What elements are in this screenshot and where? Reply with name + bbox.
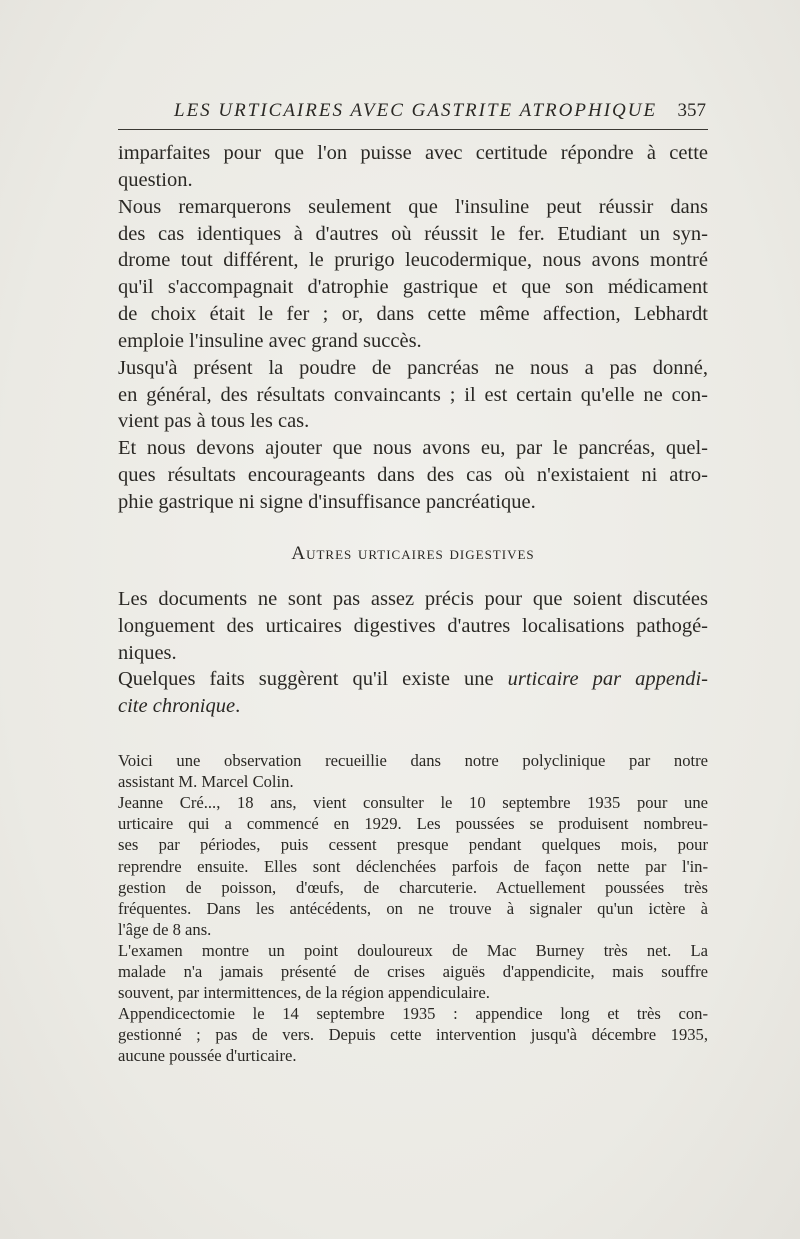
text-line: assistant M. Marcel Colin. xyxy=(118,772,294,792)
text-line xyxy=(118,666,708,693)
text-line: des cas identiques à d'autres où réussit le fer. Etudiant un syn- xyxy=(118,222,708,245)
text-run: Quelques faits suggèrent qu'il existe une xyxy=(118,668,508,691)
text-line: Voici une observation recueillie dans notre polyclinique par notre xyxy=(118,751,708,771)
text-line: drome tout différent, le prurigo leucodermique, nous avons montré xyxy=(118,249,708,272)
text-run: . xyxy=(235,695,241,718)
observation-block xyxy=(118,750,708,1066)
page-number: 357 xyxy=(677,100,706,121)
spacer xyxy=(118,720,708,750)
paragraph xyxy=(118,355,708,436)
text-line: niques. xyxy=(118,641,177,664)
running-title: LES URTICAIRES AVEC GASTRITE ATROPHIQUE xyxy=(174,100,658,121)
text-line: Les documents ne sont pas assez précis pour que soient discutées xyxy=(118,587,708,610)
text-line: aucune poussée d'urticaire. xyxy=(118,1046,297,1066)
text-line: phie gastrique ni signe d'insuffisance pancréatique. xyxy=(118,490,536,513)
text-line: Appendicectomie le 14 septembre 1935 : appendice long et très con- xyxy=(118,1004,708,1024)
paragraph xyxy=(118,140,708,194)
paragraph xyxy=(118,435,708,516)
text-line: ques résultats encourageants dans des cas où n'existaient ni atro- xyxy=(118,464,708,487)
text-line: gestion de poisson, d'œufs, de charcuterie. Actuellement poussées très xyxy=(118,877,708,897)
paragraph xyxy=(118,586,708,667)
italic-term: cite chronique xyxy=(118,695,236,718)
text-line: en général, des résultats convaincants ; il est certain qu'elle ne con- xyxy=(118,383,708,406)
body-text xyxy=(118,140,708,1066)
header-rule xyxy=(118,129,708,130)
text-line: longuement des urticaires digestives d'autres localisations pathogé- xyxy=(118,614,708,637)
section-heading: Autres urticaires digestives xyxy=(291,542,535,564)
text-line: Et nous devons ajouter que nous avons eu, par le pancréas, quel- xyxy=(118,437,708,460)
text-line: malade n'a jamais présenté de crises aiguës d'appendicite, mais souffre xyxy=(118,961,708,981)
text-line xyxy=(118,693,708,720)
paragraph xyxy=(118,666,708,720)
text-line: emploie l'insuline avec grand succès. xyxy=(118,329,422,352)
text-line: urticaire qui a commencé en 1929. Les poussées se produisent nombreu- xyxy=(118,814,708,834)
text-line: question. xyxy=(118,168,193,191)
text-line: l'âge de 8 ans. xyxy=(118,919,212,939)
text-line: ses par périodes, puis cessent presque pendant quelques mois, pour xyxy=(118,835,708,855)
paragraph xyxy=(118,1003,708,1066)
paragraph xyxy=(118,750,708,792)
paragraph xyxy=(118,792,708,940)
text-line: reprendre ensuite. Elles sont déclenchées parfois de façon nette par l'in- xyxy=(118,856,708,876)
paragraph xyxy=(118,194,708,355)
text-line: qu'il s'accompagnait d'atrophie gastrique et que son médicament xyxy=(118,276,708,299)
text-line: de choix était le fer ; or, dans cette même affection, Lebhardt xyxy=(118,303,708,326)
italic-term: urticaire par appendi- xyxy=(507,668,708,691)
text-line: vient pas à tous les cas. xyxy=(118,410,310,433)
text-line: Jusqu'à présent la poudre de pancréas ne nous a pas donné, xyxy=(118,356,708,379)
running-header xyxy=(118,96,708,132)
text-line: gestionné ; pas de vers. Depuis cette intervention jusqu'à décembre 1935, xyxy=(118,1025,708,1045)
paragraph xyxy=(118,940,708,1003)
text-line: imparfaites pour que l'on puisse avec certitude répondre à cette xyxy=(118,142,708,164)
text-line: fréquentes. Dans les antécédents, on ne trouve à signaler qu'un ictère à xyxy=(118,898,708,918)
text-line: Nous remarquerons seulement que l'insuline peut réussir dans xyxy=(118,195,708,218)
text-line: L'examen montre un point douloureux de Mac Burney très net. La xyxy=(118,940,708,960)
text-line: souvent, par intermittences, de la région appendiculaire. xyxy=(118,983,490,1003)
text-line: Jeanne Cré..., 18 ans, vient consulter le 10 septembre 1935 pour une xyxy=(118,793,708,813)
